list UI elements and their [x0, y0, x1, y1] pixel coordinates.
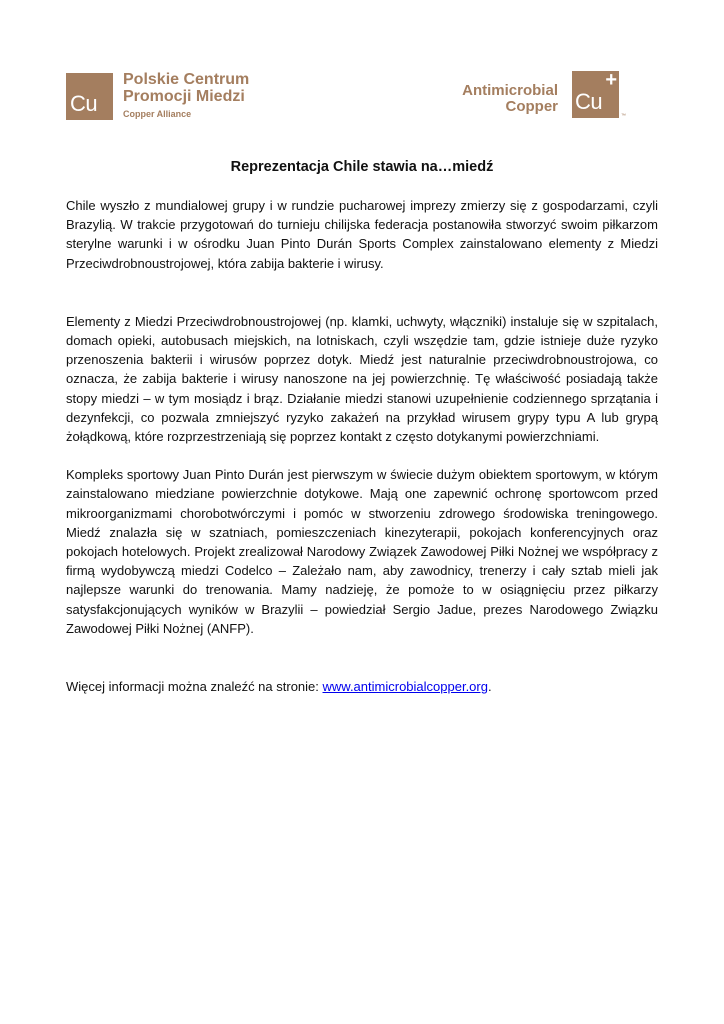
more-info-text: Więcej informacji można znaleźć na stronie:	[66, 679, 323, 695]
paragraph: Elementy z Miedzi Przeciwdrobnoustrojowej (np. klamki, uchwyty, włączniki) instaluje się w szpitalach, domach opieki, autobusach miejskich, na lotniskach, czyli wszędzie tam, gdzie istnieje duże ryzyko przenoszenia bakterii i wirusów poprzez dotyk. Miedź jest naturalnie przeciwdrobnoustrojowa, co oznacza, że zabija bakterie i wirusy nanoszone na jej powierzchnię. Tę właściwość posiadają także stopy miedzi – w tym mosiądz i brąz. Działanie miedzi stanowi uzupełnienie codziennego sprzątania i dezynfekcji, co pozwala zmniejszyć ryzyko zakażeń na przykład wirusem grypy typu A lub grypą żołądkową, które rozprzestrzeniają się poprzez kontakt z często dotykanymi powierzchniami.	[66, 313, 658, 445]
plus-icon: +	[605, 69, 617, 91]
copper-alliance-logo	[66, 73, 113, 120]
logo-line-3: Copper Alliance	[123, 109, 192, 119]
document-body	[66, 196, 658, 696]
trailing-period: .	[487, 679, 492, 695]
logo-line-1: Polskie Centrum	[123, 71, 250, 88]
paragraph: Kompleks sportowy Juan Pinto Durán jest pierwszym w świecie dużym obiektem sportowym, w którym zainstalowano miedziane powierzchnie dotykowe. Mają one zapewnić ochronę sportowcom przed mikroorganizmami chorobotwórczymi i pomóc w stworzeniu zdrowego środowiska treningowego. Miedź znalazła się w szatniach, pomieszczeniach kinezyterapii, pokojach konferencyjnych oraz pokojach hotelowych. Projekt zrealizował Narodowy Związek Zawodowej Piłki Nożnej we współpracy z firmą wydobywczą miedzi Codelco – Zależało nam, aby zawodnicy, trenerzy i cały sztab mieli jak najlepsze warunki do trenowania. Mamy nadzieję, że pomoże to w osiągnięciu przez piłkarzy satysfakcjonujących wyników w Brazylii – powiedział Sergio Jadue, prezes Narodowego Związku Zawodowej Piłki Nożnej (ANFP).	[66, 467, 658, 636]
trademark-mark: ™	[621, 113, 626, 119]
paragraph: Chile wyszło z mundialowej grupy i w rundzie pucharowej imprezy zmierzy się z gospodarzami, czyli Brazylią. W trakcie przygotowań do turnieju chilijska federacja postanowiła stworzyć swoim piłkarzom sterylne warunki i w ośrodku Juan Pinto Durán Sports Complex zainstalowano elementy z Miedzi Przeciwdrobnoustrojowej, która zabija bakterie i wirusy.	[66, 198, 658, 271]
more-info-line	[66, 677, 658, 696]
document-title: Reprezentacja Chile stawia na…miedź	[230, 159, 494, 175]
left-logo-text	[123, 71, 249, 121]
antimicrobial-copper-logo	[572, 71, 619, 118]
right-logo-text	[462, 83, 558, 115]
right-logo-line-1: Antimicrobial	[462, 82, 558, 99]
cu-symbol: Cu	[575, 89, 603, 114]
right-logo-line-2: Copper	[505, 98, 558, 115]
website-link[interactable]: www.antimicrobialcopper.org	[322, 679, 488, 695]
cu-symbol: Cu	[70, 91, 98, 116]
logo-line-2: Promocji Miedzi	[123, 88, 245, 105]
